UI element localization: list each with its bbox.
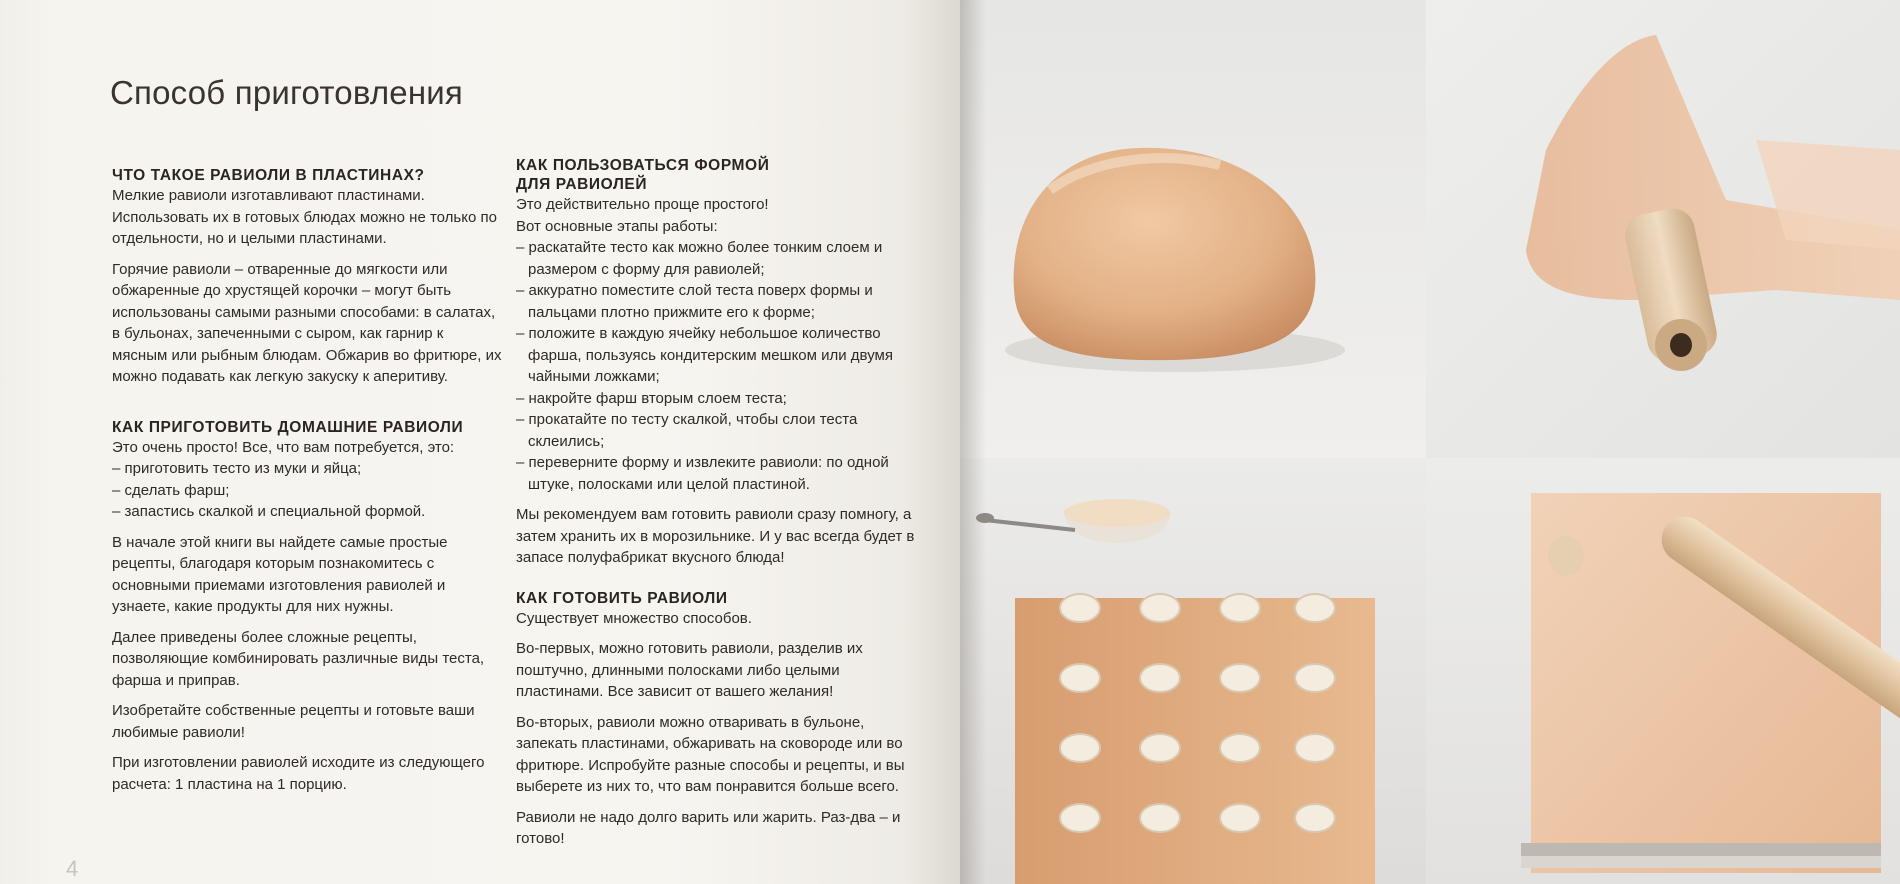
ingredient-list [112,458,502,523]
paragraph: Во-первых, можно готовить равиоли, разделив их поштучно, длинными полосками либо целыми пластинами. Все зависит от вашего желания! [516,640,863,700]
paragraph: Вот основные этапы работы: [516,217,718,235]
text-column-right [516,156,916,859]
section-heading-how-to-cook: КАК ГОТОВИТЬ РАВИОЛИ [516,589,728,607]
list-item: – аккуратно поместите слой теста поверх формы и пальцами плотно прижмите его к форме; [516,280,916,323]
photo-dough-ball [960,0,1426,458]
list-item: – приготовить тесто из муки и яйца; [112,458,502,480]
paragraph: При изготовлении равиолей исходите из следующего расчета: 1 пластина на 1 порцию. [112,754,485,793]
paragraph: Горячие равиоли – отваренные до мягкости или обжаренные до хрустящей корочки – могут быть использованы самыми разными способами: в салатах, в бульонах, запеченными с сыром, как гарнир к мясным или рыбным блюдам. Обжарив во фритюре, их можно подавать как легкую закуску к аперитиву. [112,260,502,385]
paragraph: Существует множество способов. [516,609,752,627]
heading-line: КАК ПОЛЬЗОВАТЬСЯ ФОРМОЙ [516,157,770,174]
text-column-left [112,166,502,804]
page-title: Способ приготовления [110,74,463,111]
photo-filling-on-dough [960,458,1426,884]
list-item: – накройте фарш вторым слоем теста; [516,388,916,410]
list-item: – сделать фарш; [112,480,502,502]
paragraph: Мелкие равиоли изготавливают пластинами. Использовать их в готовых блюдах можно не только по отдельности, но и целыми пластинами. [112,187,497,247]
section-heading-what-is: ЧТО ТАКОЕ РАВИОЛИ В ПЛАСТИНАХ? [112,167,425,184]
page-number: 4 [66,856,79,881]
photo-rolling-over-mold [1426,458,1900,884]
steps-list [516,237,916,495]
photo-rolled-sheet [1426,0,1900,458]
paragraph: Далее приведены более сложные рецепты, позволяющие комбинировать различные виды теста, фарша и приправ. [112,628,485,689]
list-item: – раскатайте тесто как можно более тонким слоем и размером с форму для равиолей; [516,237,916,280]
section-heading-mold [516,156,916,194]
paragraph: Мы рекомендуем вам готовить равиоли сразу помногу, а затем хранить их в морозильнике. И у вас всегда будет в запасе полуфабрикат вкусного блюда! [516,506,915,566]
paragraph: Это действительно проще простого! [516,196,769,213]
list-item: – прокатайте по тесту скалкой, чтобы слои теста склеились; [516,409,916,452]
paragraph: Равиоли не надо долго варить или жарить. Раз-два – и готово! [516,808,901,847]
paragraph: Изобретайте собственные рецепты и готовьте ваши любимые равиоли! [112,702,475,741]
list-item: – запастись скалкой и специальной формой. [112,501,502,523]
paragraph: В начале этой книги вы найдете самые простые рецепты, благодаря которым познакомитесь с основными приемами изготовления равиолей и узнаете, какие продукты для них нужны. [112,533,448,615]
heading-line: ДЛЯ РАВИОЛЕЙ [516,176,648,193]
paragraph: Это очень просто! Все, что вам потребуется, это: [112,438,455,456]
paragraph: Во-вторых, равиоли можно отваривать в бульоне, запекать пластинами, обжаривать на сковороде или во фритюре. Испробуйте разные способы и рецепты, и вы выберете из них то, что вам понравится больше всего. [516,713,905,795]
photo-page [960,0,1900,884]
list-item: – положите в каждую ячейку небольшое количество фарша, пользуясь кондитерским мешком или двумя чайными ложками; [516,323,916,388]
list-item: – переверните форму и извлеките равиоли: по одной штуке, полосками или целой пластиной. [516,452,916,495]
section-heading-how-to-make: КАК ПРИГОТОВИТЬ ДОМАШНИЕ РАВИОЛИ [112,418,464,436]
